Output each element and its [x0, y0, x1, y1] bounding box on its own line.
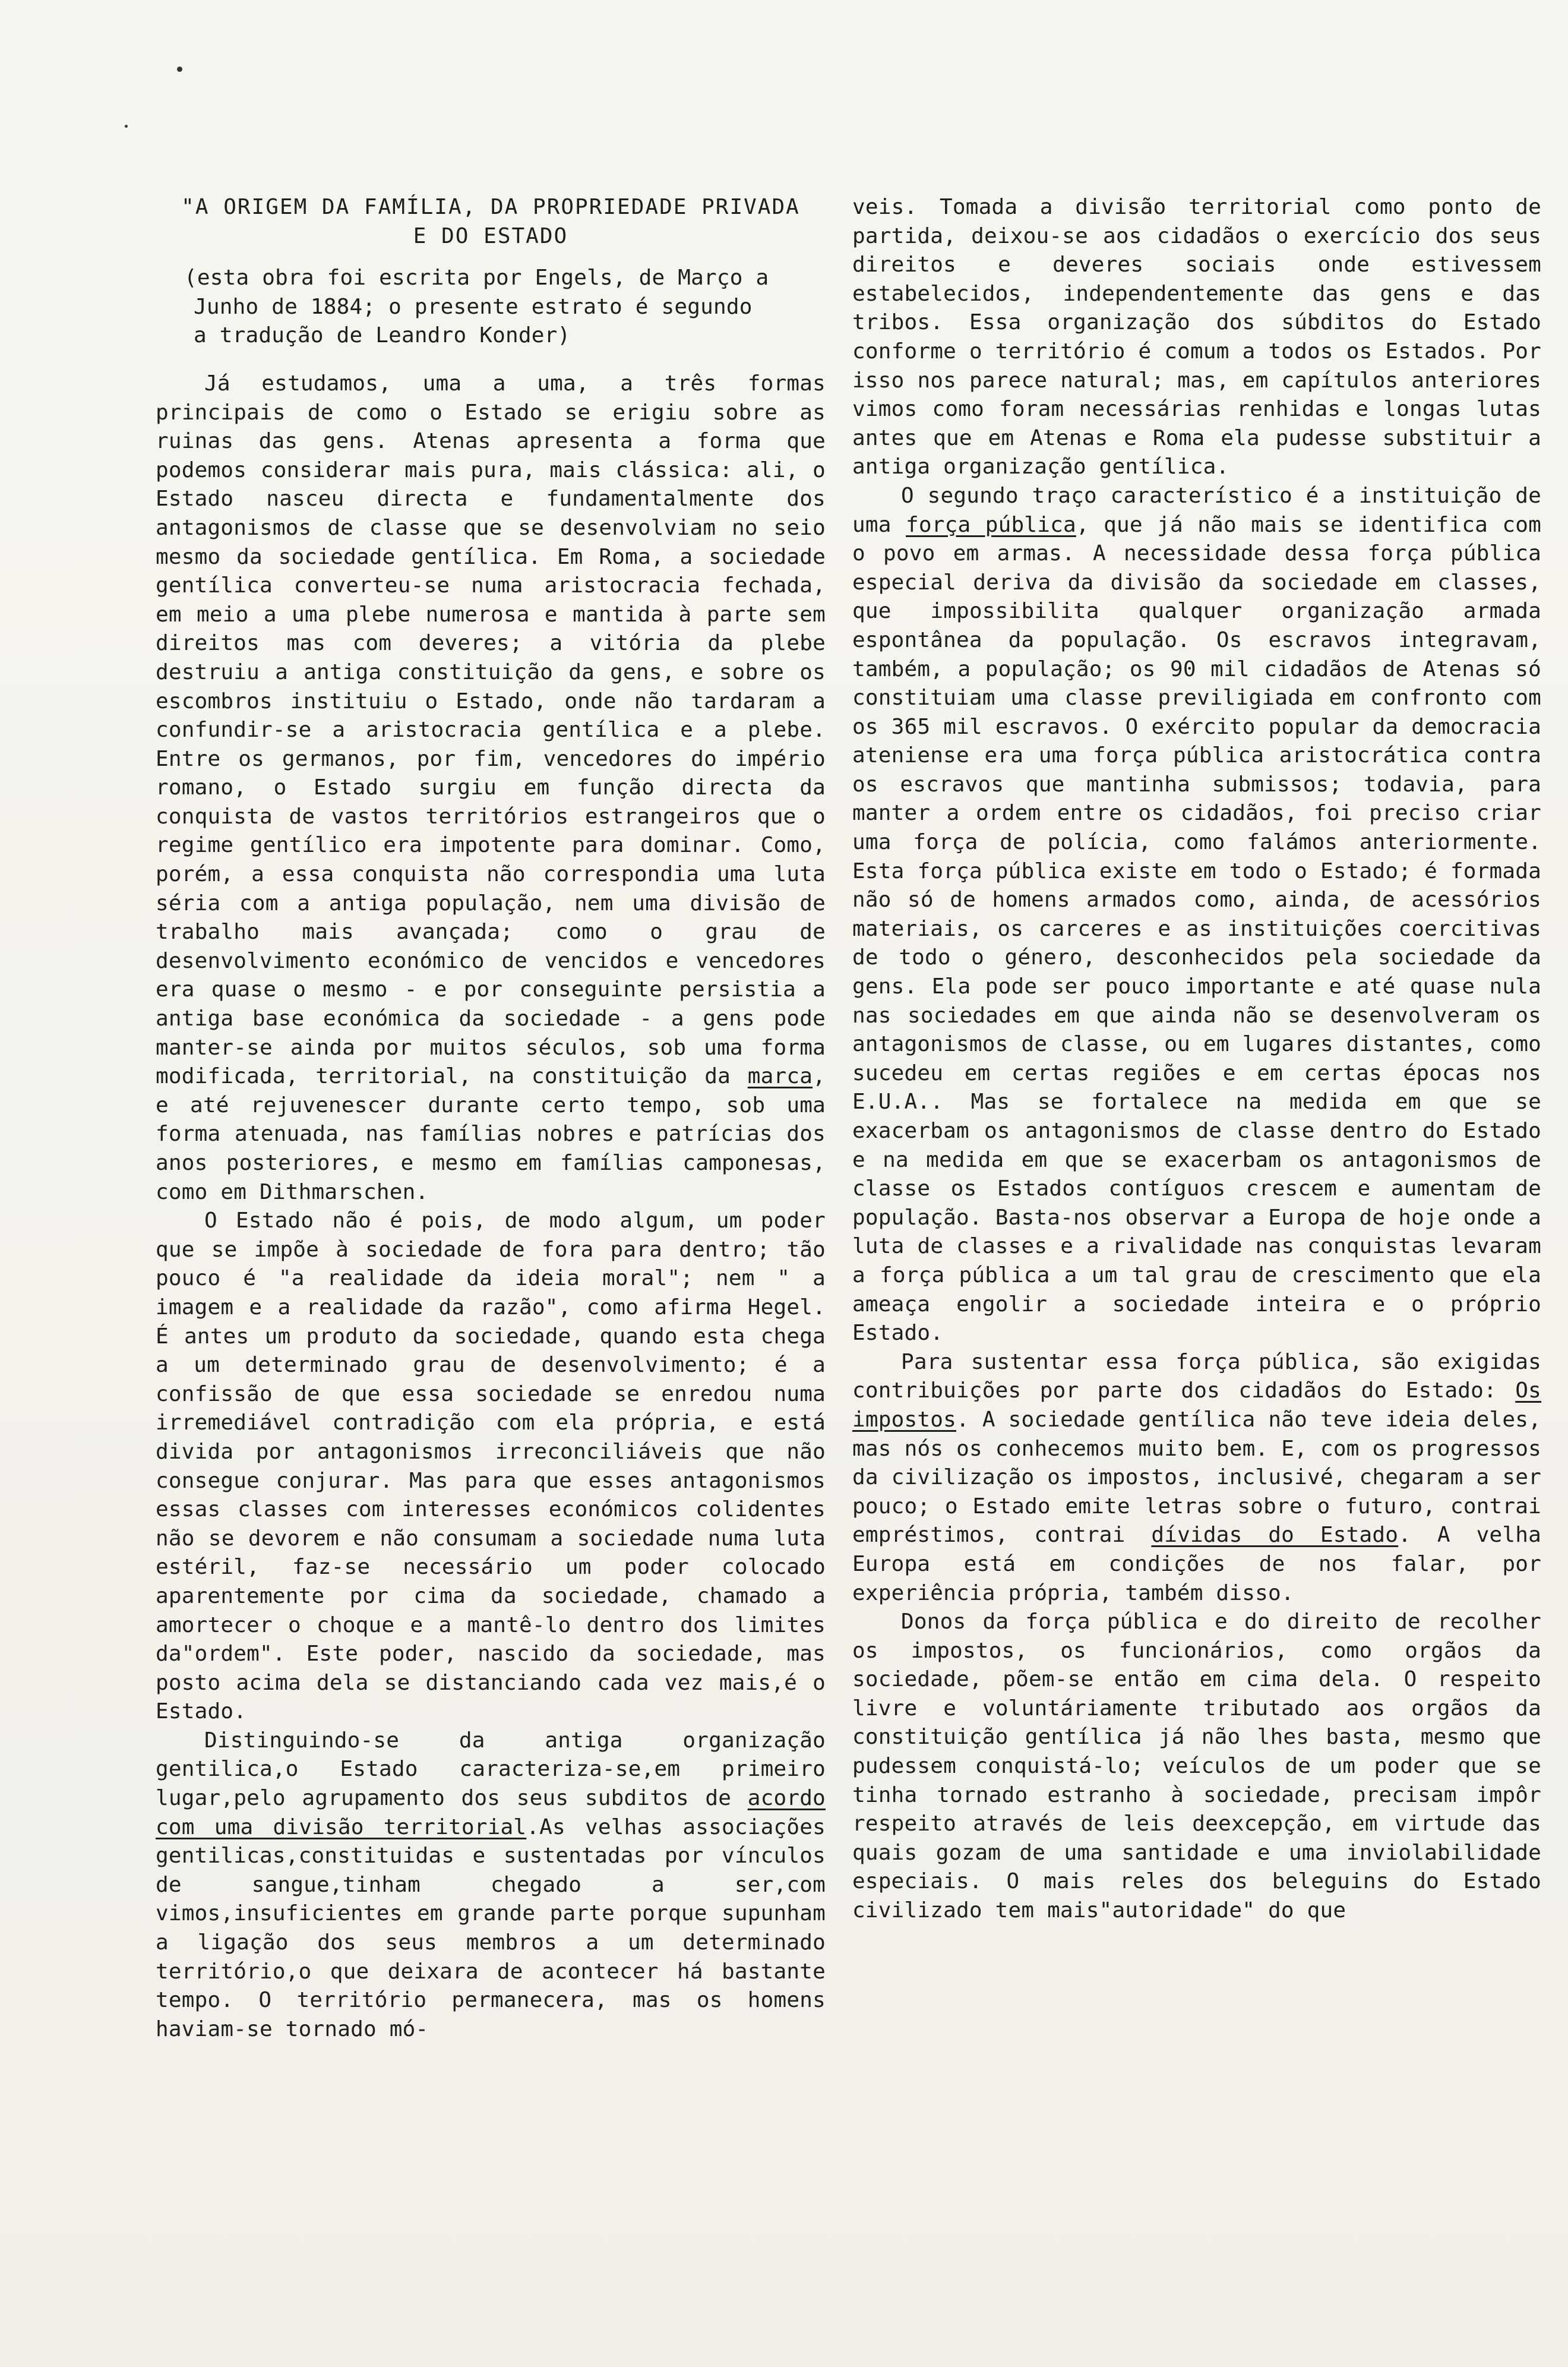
- paragraph-1: [156, 370, 826, 1207]
- paragraph-4: [852, 482, 1541, 1348]
- paragraph-6: Donos da força pública e do direito de recolher os impostos, os funcionários, como orgãos da sociedade, põem-se então em cima dela. O respeito livre e voluntáriamente tributado aos orgãos da constituição gentílica já não lhes basta, mesmo que pudessem conquistá-lo; veículos de um poder que se tinha tornado estranho à sociedade, precisam impôr respeito através de leis deexcepção, em virtude das quais gozam de uma santidade e uma inviolabilidade especiais. O mais reles dos beleguins do Estado civilizado tem mais"autoridade" do que: [852, 1609, 1541, 1923]
- ink-speck: [177, 67, 182, 72]
- right-column: [852, 193, 1541, 1926]
- title-line-2: E DO ESTADO: [413, 223, 568, 248]
- paragraph-3-text: Distinguindo-se da antiga organização gentilica,o Estado caracteriza-se,em primeiro lugar,pelo agrupamento dos seus subditos de: [156, 1728, 826, 1811]
- underlined-forca-publica: força pública: [906, 512, 1076, 537]
- title-line-1: "A ORIGEM DA FAMÍLIA, DA PROPRIEDADE PRIVADA: [181, 195, 800, 219]
- intro-line-2: Junho de 1884; o presente estrato é segundo: [194, 294, 753, 319]
- underlined-marca: marca: [747, 1064, 813, 1089]
- underlined-divisao-territorial: acordo com uma divisão territorial: [156, 1786, 826, 1839]
- paragraph-3: [156, 1727, 826, 2044]
- paragraph-5: [852, 1348, 1541, 1608]
- left-column: [156, 193, 826, 2044]
- ink-speck: [125, 125, 128, 128]
- underlined-dividas-do-estado: dívidas do Estado: [1151, 1523, 1399, 1548]
- paragraph-1-end: , e até rejuvenescer durante certo tempo, sob uma forma atenuada, nas famílias nobres e patrícias dos anos posteriores, e mesmo em famílias camponesas, como em Dithmarschen.: [156, 1064, 826, 1204]
- paragraph-5-mid: . A sociedade gentílica não teve ideia deles, mas nós os conhecemos muito bem. E, com os progressos da civilização os impostos, inclusivé, chegaram a ser pouco; o Estado emite letras sobre o futuro, contrai empréstimos, contrai: [852, 1407, 1541, 1548]
- intro-line-3: a tradução de Leandro Konder): [194, 323, 571, 348]
- intro-line-1: (esta obra foi escrita por Engels, de Março a: [184, 266, 769, 291]
- paragraph-3-continued: veis. Tomada a divisão territorial como ponto de partida, deixou-se aos cidadãos o exercício dos seus direitos e deveres sociais onde estivessem estabelecidos, independentemente das gens e das tribos. Essa organização dos súbditos do Estado conforme o território é comum a todos os Estados. Por isso nos parece natural; mas, em capítulos anteriores vimos como foram necessárias renhidas e longas lutas antes que em Atenas e Roma ela pudesse substituir a antiga organização gentílica.: [852, 195, 1541, 479]
- intro-note: [184, 264, 826, 351]
- underlined-os-impostos: Os impostos: [852, 1378, 1542, 1432]
- paragraph-5-text: Para sustentar essa força pública, são exigidas contribuições por parte dos cidadãos do Estado:: [852, 1349, 1541, 1403]
- paragraph-5-end: . A velha Europa está em condições de nos falar, por experiência própria, também disso.: [852, 1523, 1541, 1605]
- paragraph-2: O Estado não é pois, de modo algum, um poder que se impõe à sociedade de fora para dentro; tão pouco é "a realidade da ideia moral"; nem " a imagem e a realidade da razão", como afirma Hegel. É antes um produto da sociedade, quando esta chega a um determinado grau de desenvolvimento; é a confissão de que essa sociedade se enredou numa irremediável contradição com ela própria, e está divida por antagonismos irreconciliáveis que não consegue conjurar. Mas para que esses antagonismos essas classes com interesses económicos colidentes não se devorem e não consumam a sociedade numa luta estéril, faz-se necessário um poder colocado aparentemente por cima da sociedade, chamado a amortecer o choque e a mantê-lo dentro dos limites da"ordem". Este poder, nascido da sociedade, mas posto acima dela se distanciando cada vez mais,é o Estado.: [156, 1208, 826, 1724]
- paragraph-3-end: .As velhas associações gentilicas,constituidas e sustentadas por vínculos de sangue,tinham chegado a ser,com vimos,insuficientes em grande parte porque supunham a ligação dos seus membros a um determinado território,o que deixara de acontecer há bastante tempo. O território permanecera, mas os homens haviam-se tornado mó-: [156, 1814, 826, 2041]
- paragraph-1-text: Já estudamos, uma a uma, a três formas principais de como o Estado se erigiu sobre as ruinas das gens. Atenas apresenta a forma que podemos considerar mais pura, mais clássica: ali, o Estado nasceu directa e fundamentalmente dos antagonismos de classe que se desenvolviam no seio mesmo da sociedade gentílica. Em Roma, a sociedade gentílica converteu-se numa aristocracia fechada, em meio a uma plebe numerosa e mantida à parte sem direitos mas com deveres; a vitória da plebe destruiu a antiga constituição da gens, e sobre os escombros instituiu o Estado, onde não tardaram a confundir-se a aristocracia gentílica e a plebe. Entre os germanos, por fim, vencedores do império romano, o Estado surgiu em função directa da conquista de vastos territórios estrangeiros que o regime gentílico era impotente para dominar. Como, porém, a essa conquista não correspondia uma luta séria com a antiga população, nem uma divisão de trabalho mais avançada; como o grau de desenvolvimento económico de vencidos e vencedores era quase o mesmo - e por conseguinte persistia a antiga base económica da sociedade - a gens pode manter-se ainda por muitos séculos, sob uma forma modificada, territorial, na constituição da: [156, 371, 826, 1089]
- article-title: [156, 193, 826, 251]
- paragraph-4-text: O segundo traço característico é a instituição de uma: [852, 483, 1541, 537]
- paragraph-4-end: , que já não mais se identifica com o povo em armas. A necessidade dessa força pública especial deriva da divisão da sociedade em classes, que impossibilita qualquer organização armada espontânea da população. Os escravos integravam, também, a população; os 90 mil cidadãos de Atenas só constituiam uma classe previligiada em confronto com os 365 mil escravos. O exército popular da democracia ateniense era uma força pública aristocrática contra os escravos que mantinha submissos; todavia, para manter a ordem entre os cidadãos, foi preciso criar uma força de polícia, como falámos anteriormente. Esta força pública existe em todo o Estado; é formada não só de homens armados como, ainda, de acessórios materiais, os carceres e as instituições coercitivas de todo o género, desconhecidos pela sociedade da gens. Ela pode ser pouco importante e até quase nula nas sociedades em que ainda não se desenvolveram os antagonismos de classe, ou em lugares distantes, como sucedeu em certas regiões e em certas épocas nos E.U.A.. Mas se fortalece na medida em que se exacerbam os antagonismos de classe dentro do Estado e na medida em que se exacerbam os antagonismos de classe os Estados contíguos crescem e aumentam de população. Basta-nos observar a Europa de hoje onde a luta de classes e a rivalidade nas conquistas levaram a força pública a um tal grau de crescimento que ela ameaça engolir a sociedade inteira e o próprio Estado.: [852, 512, 1541, 1346]
